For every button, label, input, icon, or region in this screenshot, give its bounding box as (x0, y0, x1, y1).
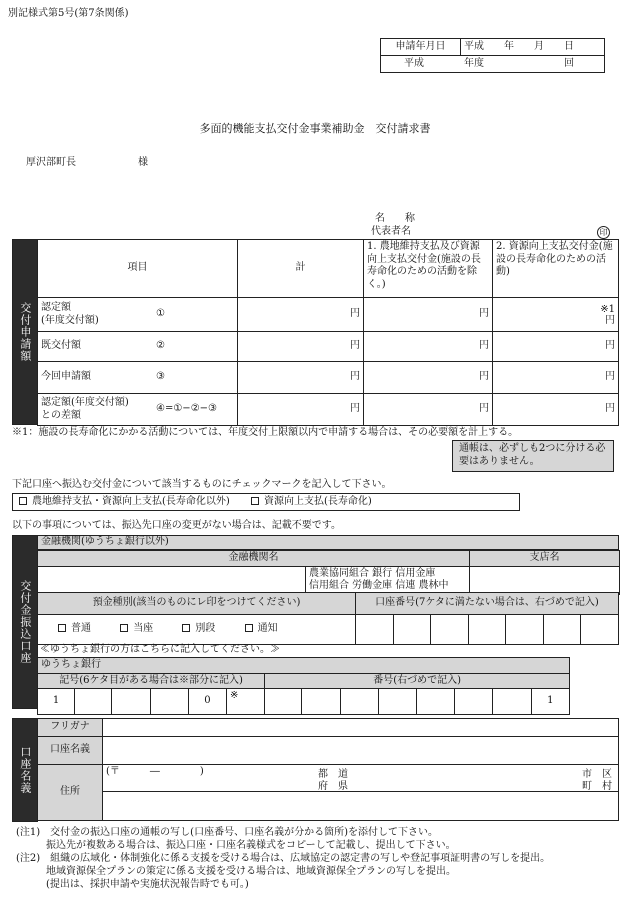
deposit-types (38, 615, 356, 645)
page-title: 多面的機能支払交付金事業補助金 交付請求書 (199, 122, 431, 135)
acct-digit[interactable] (506, 615, 544, 645)
deposit-label: 預金種別(該当のものにレ印をつけてください) (38, 593, 356, 615)
form-id: 別記様式第5号(第7条関係) (8, 8, 129, 19)
req-side-label: 交付申請額 (12, 239, 38, 425)
yucho-note: ≪ゆうちょ銀行の方はこちらに記入してください。≫ (40, 644, 280, 655)
inst-types: 農業協同組合 銀行 信用金庫 信用組合 労働金庫 信連 農林中 (306, 566, 470, 594)
kigo-digit[interactable]: 1 (38, 689, 75, 715)
checkbox-icon[interactable] (245, 624, 253, 632)
kigo-label: 記号(6ケタ目がある場合は※部分に記入) (38, 673, 265, 689)
h-col1: 1. 農地維持支払及び資源向上支払交付金(施設の長寿命化のための活動を除く。) (364, 240, 493, 298)
todofuken: 都 道 府 県 (318, 769, 348, 792)
inst-name-input[interactable] (38, 566, 306, 594)
bank-side-label: 交付金振込口座 (12, 535, 38, 709)
name-label: 名 称 (375, 213, 415, 224)
total-yen[interactable]: 円 (238, 298, 364, 332)
bango-label: 番号(右づめで記入) (265, 673, 570, 689)
branch-input[interactable] (470, 566, 620, 594)
note1: ※1：施設の長寿命化にかかる活動については、年度交付上限額以内で申請する場合は、その必要額を計上する。 (12, 427, 519, 438)
kigo-digit[interactable] (112, 689, 150, 715)
amount-table (37, 239, 619, 426)
no-change-note: 以下の事項については、振込先口座の変更がない場合は、記載不要です。 (12, 520, 341, 531)
bango-digit[interactable]: 1 (531, 689, 569, 715)
check-opt-2[interactable]: 資源向上支払(長寿命化) (251, 496, 372, 507)
holder-input[interactable] (103, 737, 619, 765)
application-date-box (380, 38, 605, 73)
deposit-opt[interactable]: 別段 (182, 623, 215, 634)
bango-digit[interactable] (493, 689, 531, 715)
shikuchoson: 市 区 町 村 (582, 769, 612, 792)
deposit-opt[interactable]: 当座 (120, 623, 153, 634)
furigana-label: フリガナ (38, 719, 103, 737)
bango-digit[interactable] (340, 689, 378, 715)
h-col2: 2. 資源向上支払交付金(施設の長寿命化のための活動) (493, 240, 619, 298)
table-row: 今回申請額 ③ 円 円 円 (38, 362, 619, 394)
bango-digit[interactable] (378, 689, 416, 715)
table-row: 認定額 (年度交付額) ① 円 円 ※1 円 (38, 298, 619, 332)
yucho-label: ゆうちょ銀行 (38, 658, 570, 674)
col2-yen[interactable]: ※1 円 (493, 298, 619, 332)
acct-digit[interactable] (393, 615, 431, 645)
furigana-input[interactable] (103, 719, 619, 737)
acct-digit[interactable] (431, 615, 469, 645)
acct-digit[interactable] (356, 615, 394, 645)
checkbox-icon[interactable] (19, 497, 27, 505)
table-row: 既交付額 ② 円 円 円 (38, 332, 619, 362)
bango-digit[interactable] (455, 689, 493, 715)
acct-label: 口座番号(7ケタに満たない場合は、右づめで記入) (356, 593, 619, 615)
inst-label: 金融機関名 (38, 551, 470, 567)
kigo-digit[interactable]: ※ (227, 689, 265, 715)
footnotes: (注1) 交付金の振込口座の通帳の写し(口座番号、口座名義が分かる箇所)を添付して下さい。 振込先が複数ある場合は、振込口座・口座名義様式をコピーして記載し、提出して下さい。 (注2) 組織の広域化・体制強化に係る支援を受ける場合は、広域協定の認定書の写しや登記事項証明書の写しを提出。 地域資源保全プランの策定に係る支援を受ける場合は、地域資源保全プランの写しを提出。 (提出は、採択申請や実施状況報告時でも可。) (16, 827, 551, 890)
bank-header: 金融機関(ゆうちょ銀行以外) (37, 535, 619, 550)
check-instruction: 下記口座へ振込む交付金について該当するものにチェックマークを記入して下さい。 (12, 479, 392, 490)
checkbox-icon[interactable] (182, 624, 190, 632)
acct-digit[interactable] (468, 615, 506, 645)
seal-icon: 印 (597, 226, 610, 239)
branch-label: 支店名 (470, 551, 620, 567)
check-opt-1[interactable]: 農地維持支払・資源向上支払(長寿命化以外) (19, 496, 230, 507)
bango-digit[interactable] (265, 689, 302, 715)
checkbox-icon[interactable] (251, 497, 259, 505)
kigo-digit[interactable] (150, 689, 188, 715)
app-date-label: 申請年月日 (381, 39, 461, 56)
acct-side-label: 口座名義 (12, 718, 38, 822)
deposit-table (37, 592, 619, 645)
deposit-opt[interactable]: 普通 (58, 623, 91, 634)
holder-label: 口座名義 (38, 737, 103, 765)
kigo-digit[interactable]: 0 (188, 689, 226, 715)
address-input[interactable]: (〒 ― ) 都 道 府 県 市 区 町 村 (103, 765, 619, 821)
acct-digit[interactable] (581, 615, 619, 645)
checkbox-icon[interactable] (58, 624, 66, 632)
yucho-table (37, 657, 570, 715)
check-options (12, 493, 520, 511)
bango-digit[interactable] (417, 689, 455, 715)
kigo-digit[interactable] (75, 689, 112, 715)
serial-field[interactable]: 平成 年度 回 (381, 56, 605, 73)
address-label: 住所 (38, 765, 103, 821)
checkbox-icon[interactable] (120, 624, 128, 632)
rep-label: 代表者名 (371, 225, 411, 237)
table-row: 認定額(年度交付額) との差額 ④=①−②−③ 円 円 円 (38, 394, 619, 426)
note-box: 通帳は、必ずしも2つに分ける必要はありません。 (452, 440, 614, 472)
addressee: 厚沢部町長 様 (26, 157, 148, 168)
h-item: 項目 (38, 240, 238, 298)
bank-table (37, 550, 620, 595)
h-total: 計 (238, 240, 364, 298)
col1-yen[interactable]: 円 (364, 298, 493, 332)
bango-digit[interactable] (302, 689, 340, 715)
acct-digit[interactable] (543, 615, 581, 645)
applicant-block (371, 213, 610, 238)
acct-table (37, 718, 619, 821)
app-date-field[interactable]: 平成 年 月 日 (461, 39, 605, 56)
deposit-opt[interactable]: 通知 (245, 623, 278, 634)
